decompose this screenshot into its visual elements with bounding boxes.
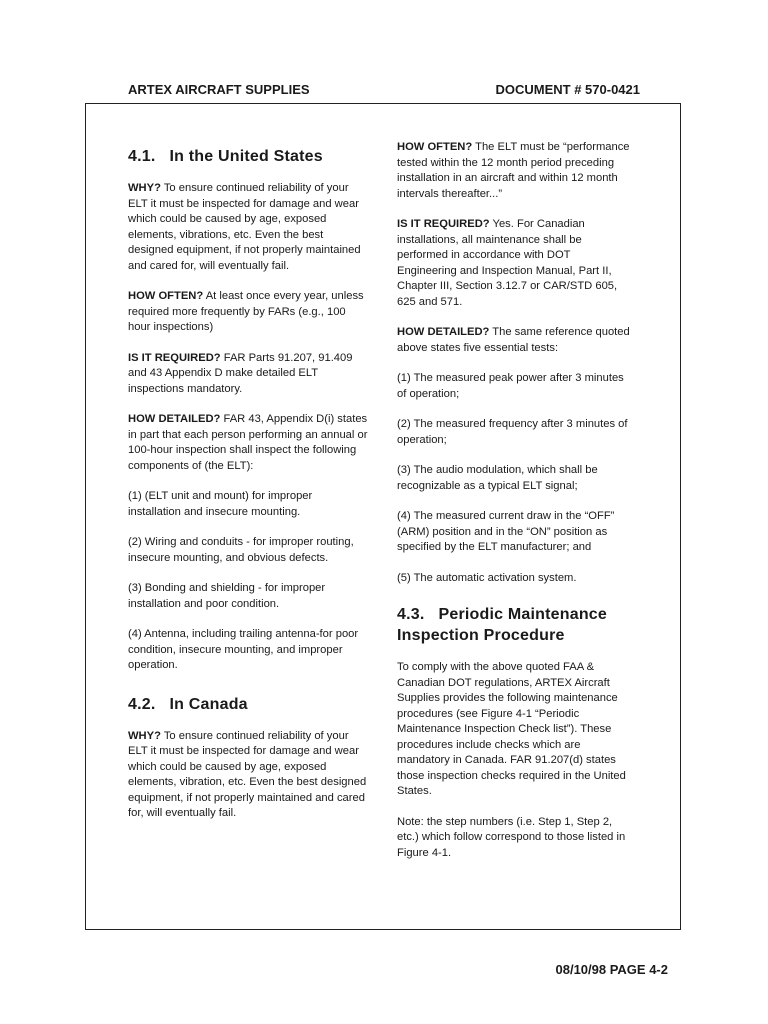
us-is-required-paragraph bbox=[128, 351, 368, 398]
section-4-2-heading bbox=[128, 694, 368, 715]
list-item: (1) (ELT unit and mount) for improper installation and insecure mounting. bbox=[128, 490, 313, 518]
answer-text: The ELT must be “performance tested within the 12 month period preceding installation in an aircraft and within 12 month intervals thereafter...” bbox=[397, 141, 630, 200]
us-why-paragraph bbox=[128, 181, 368, 274]
document-number: DOCUMENT # 570-0421 bbox=[495, 82, 640, 97]
section-number: 4.2. bbox=[128, 695, 156, 713]
ca-how-detailed-paragraph bbox=[397, 325, 633, 356]
section-4-3-heading bbox=[397, 604, 633, 646]
question-label: IS IT REQUIRED? bbox=[128, 351, 221, 364]
question-label: WHY? bbox=[128, 182, 161, 194]
section-4-1-heading bbox=[128, 146, 368, 167]
question-label: IS IT REQUIRED? bbox=[397, 218, 490, 230]
section-title: In the United States bbox=[169, 148, 323, 165]
list-item: (5) The automatic activation system. bbox=[397, 571, 577, 584]
note-paragraph: Note: the step numbers (i.e. Step 1, Step 2, etc.) which follow correspond to those listed in Figure 4-1. bbox=[397, 815, 626, 859]
answer-text: To ensure continued reliability of your ELT it must be inspected for damage and wear which could be caused by age, exposed elements, vibration, etc. Even the best designed equipment, if not properly maintained and cared for, will eventually fail. bbox=[128, 729, 367, 819]
answer-text: Yes. For Canadian installations, all maintenance shall be performed in accordance with DOT Engineering and Inspection Manual, Part II, Chapter III, Section 3.12.7 or CAR/STD 605, 625 and 571. bbox=[397, 218, 618, 308]
list-item: (1) The measured peak power after 3 minutes of operation; bbox=[397, 372, 624, 400]
left-column bbox=[128, 146, 368, 837]
question-label: HOW OFTEN? bbox=[397, 141, 473, 153]
section-title: In Canada bbox=[169, 695, 248, 713]
list-item: (3) The audio modulation, which shall be recognizable as a typical ELT signal; bbox=[397, 464, 598, 492]
section-number: 4.3. bbox=[397, 606, 425, 623]
list-item: (2) Wiring and conduits - for improper routing, insecure mounting, and obvious defects. bbox=[128, 536, 354, 564]
answer-text: FAR 43, Appendix D(i) states in part that each person performing an annual or 100-hour inspection shall inspect the following components of (the ELT): bbox=[128, 413, 368, 472]
company-name: ARTEX AIRCRAFT SUPPLIES bbox=[128, 82, 310, 97]
section-title: Periodic Maintenance Inspection Procedure bbox=[397, 606, 607, 644]
page-footer: 08/10/98 PAGE 4-2 bbox=[555, 962, 668, 977]
question-label: WHY? bbox=[128, 729, 161, 742]
right-column bbox=[397, 140, 633, 876]
question-label: HOW DETAILED? bbox=[397, 326, 490, 338]
question-label: HOW DETAILED? bbox=[128, 413, 221, 425]
answer-text: The same reference quoted above states five essential tests: bbox=[397, 326, 630, 354]
ca-why-paragraph bbox=[128, 729, 368, 822]
question-label: HOW OFTEN? bbox=[128, 290, 204, 302]
answer-text: To ensure continued reliability of your ELT it must be inspected for damage and wear which could be caused by age, exposed elements, vibrations, etc. Even the best designed equipment, if not properly maintained and cared for, will eventually fail. bbox=[128, 182, 361, 272]
comply-paragraph: To comply with the above quoted FAA & Canadian DOT regulations, ARTEX Aircraft Supplies provides the following maintenance procedures (see Figure 4-1 “Periodic Maintenance Inspection Check list”). These procedures include checks which are mandatory in Canada. FAR 91.207(d) states those inspection checks required in the United States. bbox=[397, 661, 626, 797]
list-item: (4) The measured current draw in the “OFF” (ARM) position and in the “ON” position as specified by the ELT manufacturer; and bbox=[397, 510, 615, 553]
ca-how-often-paragraph bbox=[397, 140, 633, 202]
ca-is-required-paragraph bbox=[397, 217, 633, 310]
section-number: 4.1. bbox=[128, 148, 156, 165]
answer-text: FAR Parts 91.207, 91.409 and 43 Appendix D make detailed ELT inspections mandatory. bbox=[128, 351, 353, 395]
list-item: (4) Antenna, including trailing antenna-for poor condition, insecure mounting, and improper operation. bbox=[128, 628, 359, 671]
list-item: (3) Bonding and shielding - for improper installation and poor condition. bbox=[128, 582, 326, 610]
answer-text: At least once every year, unless required more frequently by FARs (e.g., 100 hour inspections) bbox=[128, 290, 364, 333]
us-how-often-paragraph bbox=[128, 289, 368, 336]
list-item: (2) The measured frequency after 3 minutes of operation; bbox=[397, 418, 628, 446]
us-how-detailed-paragraph bbox=[128, 412, 368, 474]
